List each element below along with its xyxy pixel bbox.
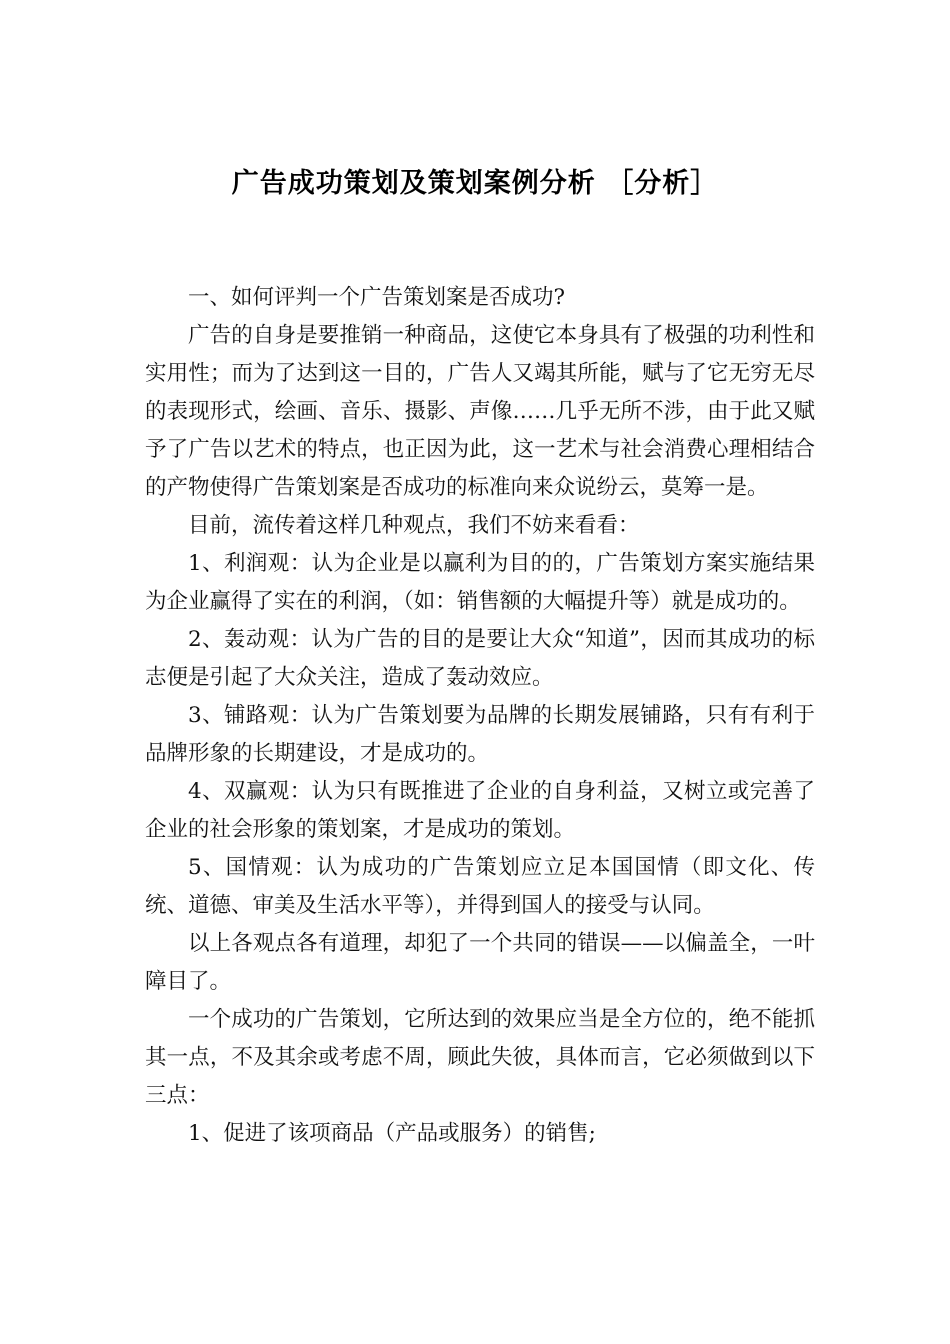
list-item-requirement-1: 1、促进了该项商品（产品或服务）的销售; bbox=[188, 1121, 596, 1146]
document-body bbox=[145, 279, 815, 1153]
paragraph-critique: 以上各观点各有道理，却犯了一个共同的错误——以偏盖全，一叶障目了。 bbox=[145, 931, 815, 994]
document-title: 广告成功策划及策划案例分析 ［分析］ bbox=[231, 168, 719, 199]
list-item-sensation-view: 2、轰动观：认为广告的目的是要让大众“知道”，因而其成功的标志便是引起了大众关注，造成了轰动效应。 bbox=[145, 627, 815, 690]
paragraph-viewpoints-lead: 目前，流传着这样几种观点，我们不妨来看看： bbox=[188, 513, 640, 538]
list-item-paving-view: 3、铺路观：认为广告策划要为品牌的长期发展铺路，只有有利于品牌形象的长期建设，才是成功的。 bbox=[145, 703, 815, 766]
section-heading-1: 一、如何评判一个广告策划案是否成功? bbox=[188, 285, 566, 310]
paragraph-intro: 广告的自身是要推销一种商品，这使它本身具有了极强的功利性和实用性；而为了达到这一目的，广告人又竭其所能，赋与了它无穷无尽的表现形式，绘画、音乐、摄影、声像……几乎无所不涉，由于此又赋予了广告以艺术的特点，也正因为此，这一艺术与社会消费心理相结合的产物使得广告策划案是否成功的标准向来众说纷云，莫筹一是。 bbox=[145, 323, 815, 500]
list-item-profit-view: 1、利润观：认为企业是以赢利为目的的，广告策划方案实施结果为企业赢得了实在的利润，（如：销售额的大幅提升等）就是成功的。 bbox=[145, 551, 815, 614]
list-item-national-view: 5、国情观：认为成功的广告策划应立足本国国情（即文化、传统、道德、审美及生活水平等），并得到国人的接受与认同。 bbox=[145, 855, 815, 918]
paragraph-requirements-lead: 一个成功的广告策划，它所达到的效果应当是全方位的，绝不能抓其一点，不及其余或考虑不周，顾此失彼，具体而言，它必须做到以下三点： bbox=[145, 1007, 815, 1108]
list-item-win-win-view: 4、双赢观：认为只有既推进了企业的自身利益，又树立或完善了企业的社会形象的策划案，才是成功的策划。 bbox=[145, 779, 815, 842]
